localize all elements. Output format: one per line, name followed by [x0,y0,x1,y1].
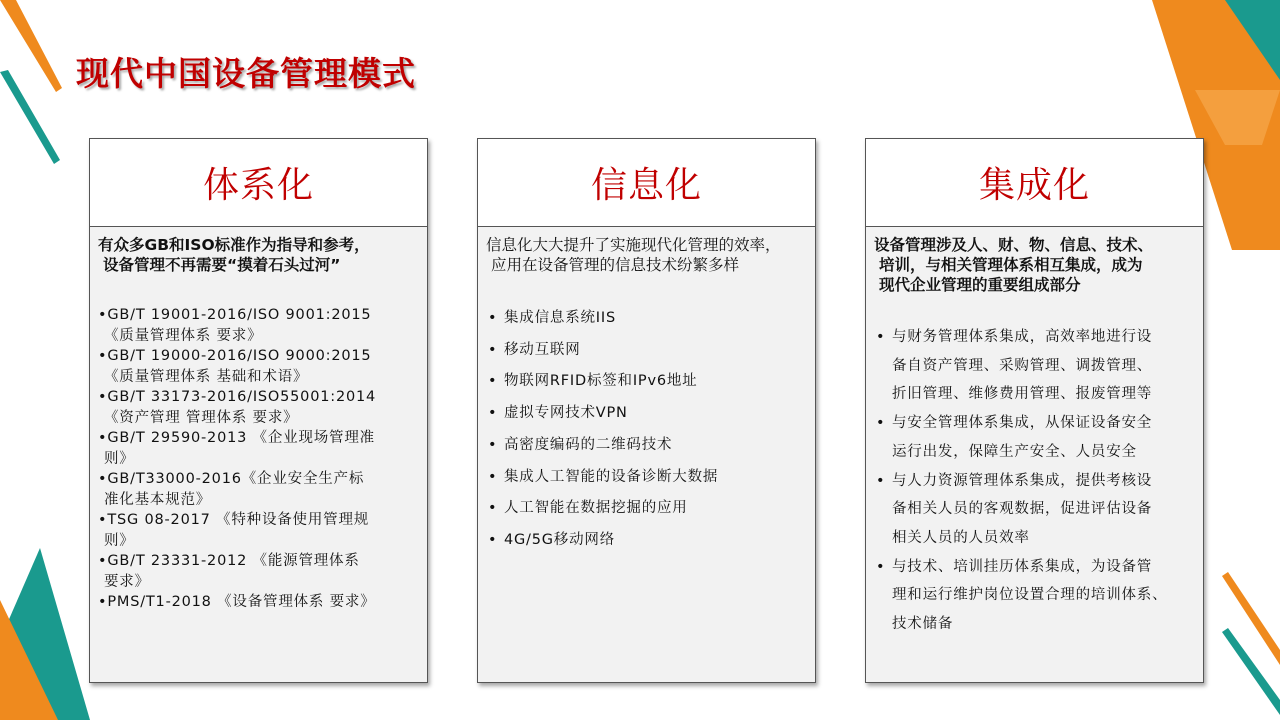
intro-line: 有众多GB和ISO标准作为指导和参考， [98,236,370,254]
list-item: • 与安全管理体系集成，从保证设备安全 运行出发，保障生产安全、人员安全 [874,409,1195,466]
list-item: • 物联网RFID标签和IPv6地址 [486,366,807,398]
intro-line: 现代企业管理的重要组成部分 [879,276,1081,294]
list-item: • 人工智能在数据挖掘的应用 [486,493,807,525]
card-heading: 集成化 [866,139,1203,227]
standard-title: 《质量管理体系 要求》 [104,327,263,344]
list-item: • 集成人工智能的设备诊断大数据 [486,462,807,494]
list-item: • 4G/5G移动网络 [486,525,807,557]
standard-title: 《质量管理体系 基础和术语》 [104,368,309,385]
intro-line: 设备管理涉及人、财、物、信息、技术、 [874,236,1154,254]
intro-line: 设备管理不再需要“摸着石头过河” [103,256,341,274]
card-integration [865,138,1204,683]
standard-code: •GB/T 19000-2016/ISO 9000:2015 [98,348,372,364]
list-item [98,551,419,592]
list-item [98,469,419,510]
card-systematization [89,138,428,683]
list-item [98,428,419,469]
list-item: • 与财务管理体系集成，高效率地进行设 备自资产管理、采购管理、调拨管理、 折旧管理、维修费用管理、报废管理等 [874,323,1195,409]
list-item [98,592,419,613]
standard-code: •GB/T 19001-2016/ISO 9001:2015 [98,307,372,323]
list-item: • 与技术、培训挂历体系集成，为设备管 理和运行维护岗位设置合理的培训体系、 技术储备 [874,553,1195,639]
card-intro [98,235,419,275]
list-item: • 高密度编码的二维码技术 [486,430,807,462]
standard-title: 要求》 [104,573,150,590]
standard-code: •PMS/T1-2018 《设备管理体系 要求》 [98,594,376,610]
intro-line: 培训，与相关管理体系相互集成，成为 [879,256,1143,274]
list-item: • 移动互联网 [486,335,807,367]
list-item: • 与人力资源管理体系集成，提供考核设 备相关人员的客观数据，促进评估设备 相关人员的人员效率 [874,467,1195,553]
list-item [98,510,419,551]
standards-list [98,305,419,613]
card-heading: 信息化 [478,139,815,227]
teal-stripe-top-left [0,70,60,164]
standard-title: 准化基本规范》 [104,491,212,508]
list-item: • 集成信息系统IIS [486,303,807,335]
list-item [98,305,419,346]
card-intro [486,235,807,275]
standard-code: •TSG 08-2017 《特种设备使用管理规 [98,512,370,528]
card-informatization [477,138,816,683]
list-item: • 虚拟专网技术VPN [486,398,807,430]
intro-line: 应用在设备管理的信息技术纷繁多样 [491,256,740,274]
standard-code: •GB/T 29590-2013 《企业现场管理准 [98,430,375,446]
standard-title: 《资产管理 管理体系 要求》 [104,409,299,426]
list-item [98,346,419,387]
list-item [98,387,419,428]
standard-code: •GB/T 23331-2012 《能源管理体系 [98,553,360,569]
orange-stripe-bottom-right [1222,572,1280,665]
intro-line: 信息化大大提升了实施现代化管理的效率， [486,236,781,254]
standard-code: •GB/T 33173-2016/ISO55001:2014 [98,389,377,405]
technology-list [486,303,807,557]
card-intro [874,235,1195,295]
integration-list [874,323,1195,639]
standard-title: 则》 [104,450,135,467]
standard-code: •GB/T33000-2016《企业安全生产标 [98,471,365,487]
card-heading: 体系化 [90,139,427,227]
standard-title: 则》 [104,532,135,549]
page-title: 现代中国设备管理模式 [76,54,416,93]
